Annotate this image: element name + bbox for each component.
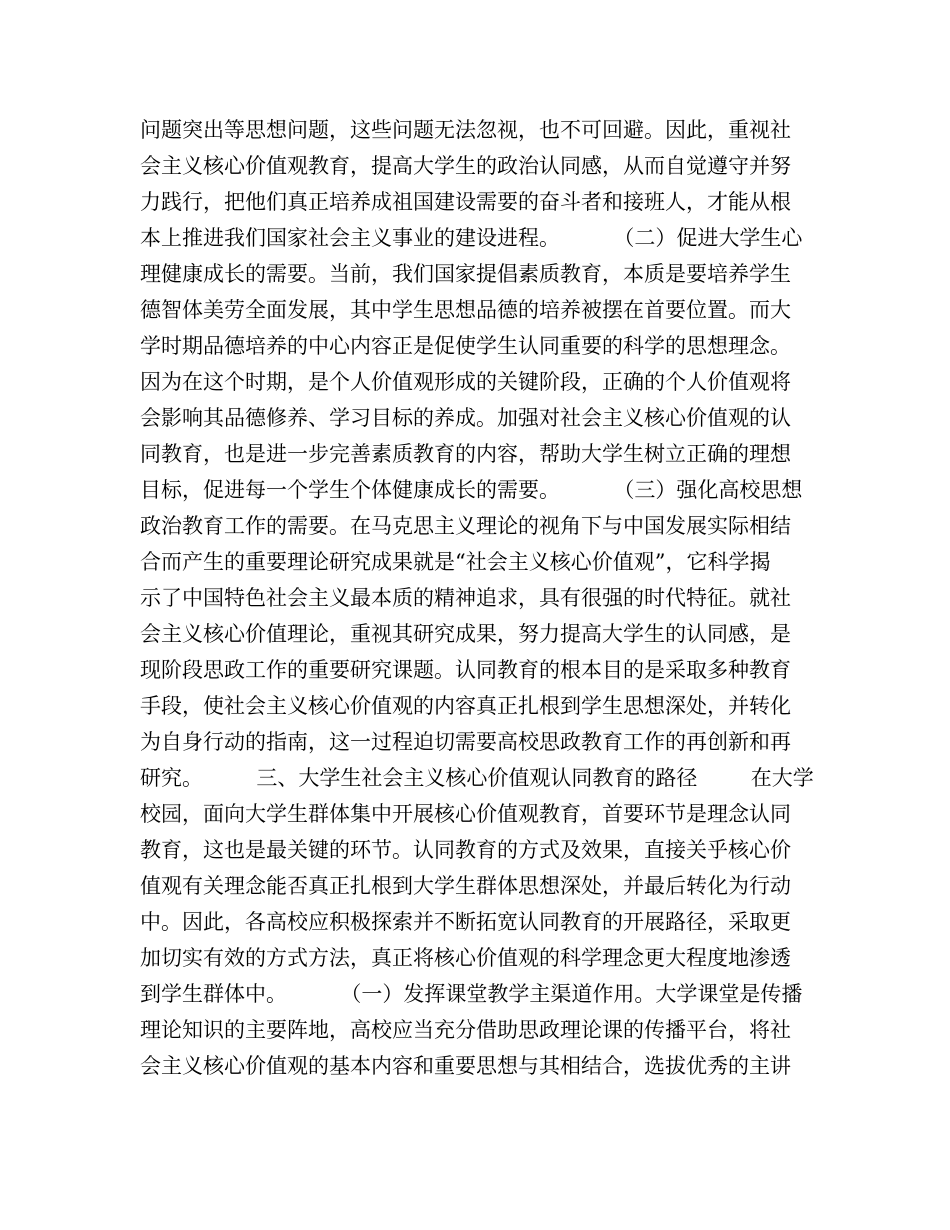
text-line: 加切实有效的方式方法，真正将核心价值观的科学理念更大程度地渗透 bbox=[140, 946, 791, 970]
text-line: 会主义核心价值理论，重视其研究成果，努力提高大学生的认同感，是 bbox=[140, 622, 791, 646]
text-line: 示了中国特色社会主义最本质的精神追求，具有很强的时代特征。就社 bbox=[140, 586, 791, 610]
text-line: 合而产生的重要理论研究成果就是“社会主义核心价值观”，它科学揭 bbox=[140, 550, 771, 574]
text-line: 理论知识的主要阵地，高校应当充分借助思政理论课的传播平台，将社 bbox=[140, 1018, 791, 1042]
text-line: 手段，使社会主义核心价值观的内容真正扎根到学生思想深处，并转化 bbox=[140, 694, 791, 718]
text-line: 德智体美劳全面发展，其中学生思想品德的培养被摆在首要位置。而大 bbox=[140, 298, 791, 322]
text-line: 为自身行动的指南，这一过程迫切需要高校思政教育工作的再创新和再 bbox=[140, 730, 791, 754]
text-line: 教育，这也是最关键的环节。认同教育的方式及效果，直接关乎核心价 bbox=[140, 838, 791, 862]
text-line: 目标，促进每一个学生个体健康成长的需要。 （三）强化高校思想 bbox=[140, 478, 803, 502]
text-line: 到学生群体中。 （一）发挥课堂教学主渠道作用。大学课堂是传播 bbox=[140, 982, 803, 1006]
text-line: 力践行，把他们真正培养成祖国建设需要的奋斗者和接班人，才能从根 bbox=[140, 190, 791, 214]
text-line: 同教育，也是进一步完善素质教育的内容，帮助大学生树立正确的理想 bbox=[140, 442, 791, 466]
text-line: 现阶段思政工作的重要研究课题。认同教育的根本目的是采取多种教育 bbox=[140, 658, 791, 682]
text-line: 问题突出等思想问题，这些问题无法忽视，也不可回避。因此，重视社 bbox=[140, 118, 791, 142]
text-line: 会主义核心价值观教育，提高大学生的政治认同感，从而自觉遵守并努 bbox=[140, 154, 791, 178]
body-text bbox=[140, 112, 820, 1084]
text-line: 因为在这个时期，是个人价值观形成的关键阶段，正确的个人价值观将 bbox=[140, 370, 791, 394]
text-line: 研究。 三、大学生社会主义核心价值观认同教育的路径 在大学 bbox=[140, 766, 814, 790]
text-line: 政治教育工作的需要。在马克思主义理论的视角下与中国发展实际相结 bbox=[140, 514, 791, 538]
text-line: 校园，面向大学生群体集中开展核心价值观教育，首要环节是理念认同 bbox=[140, 802, 791, 826]
text-line: 中。因此，各高校应积极探索并不断拓宽认同教育的开展路径，采取更 bbox=[140, 910, 791, 934]
text-line: 本上推进我们国家社会主义事业的建设进程。 （二）促进大学生心 bbox=[140, 226, 803, 250]
text-line: 值观有关理念能否真正扎根到大学生群体思想深处，并最后转化为行动 bbox=[140, 874, 791, 898]
text-line: 会主义核心价值观的基本内容和重要思想与其相结合，选拔优秀的主讲 bbox=[140, 1054, 791, 1078]
text-line: 学时期品德培养的中心内容正是促使学生认同重要的科学的思想理念。 bbox=[140, 334, 791, 358]
text-line: 会影响其品德修养、学习目标的养成。加强对社会主义核心价值观的认 bbox=[140, 406, 791, 430]
text-line: 理健康成长的需要。当前，我们国家提倡素质教育，本质是要培养学生 bbox=[140, 262, 791, 286]
